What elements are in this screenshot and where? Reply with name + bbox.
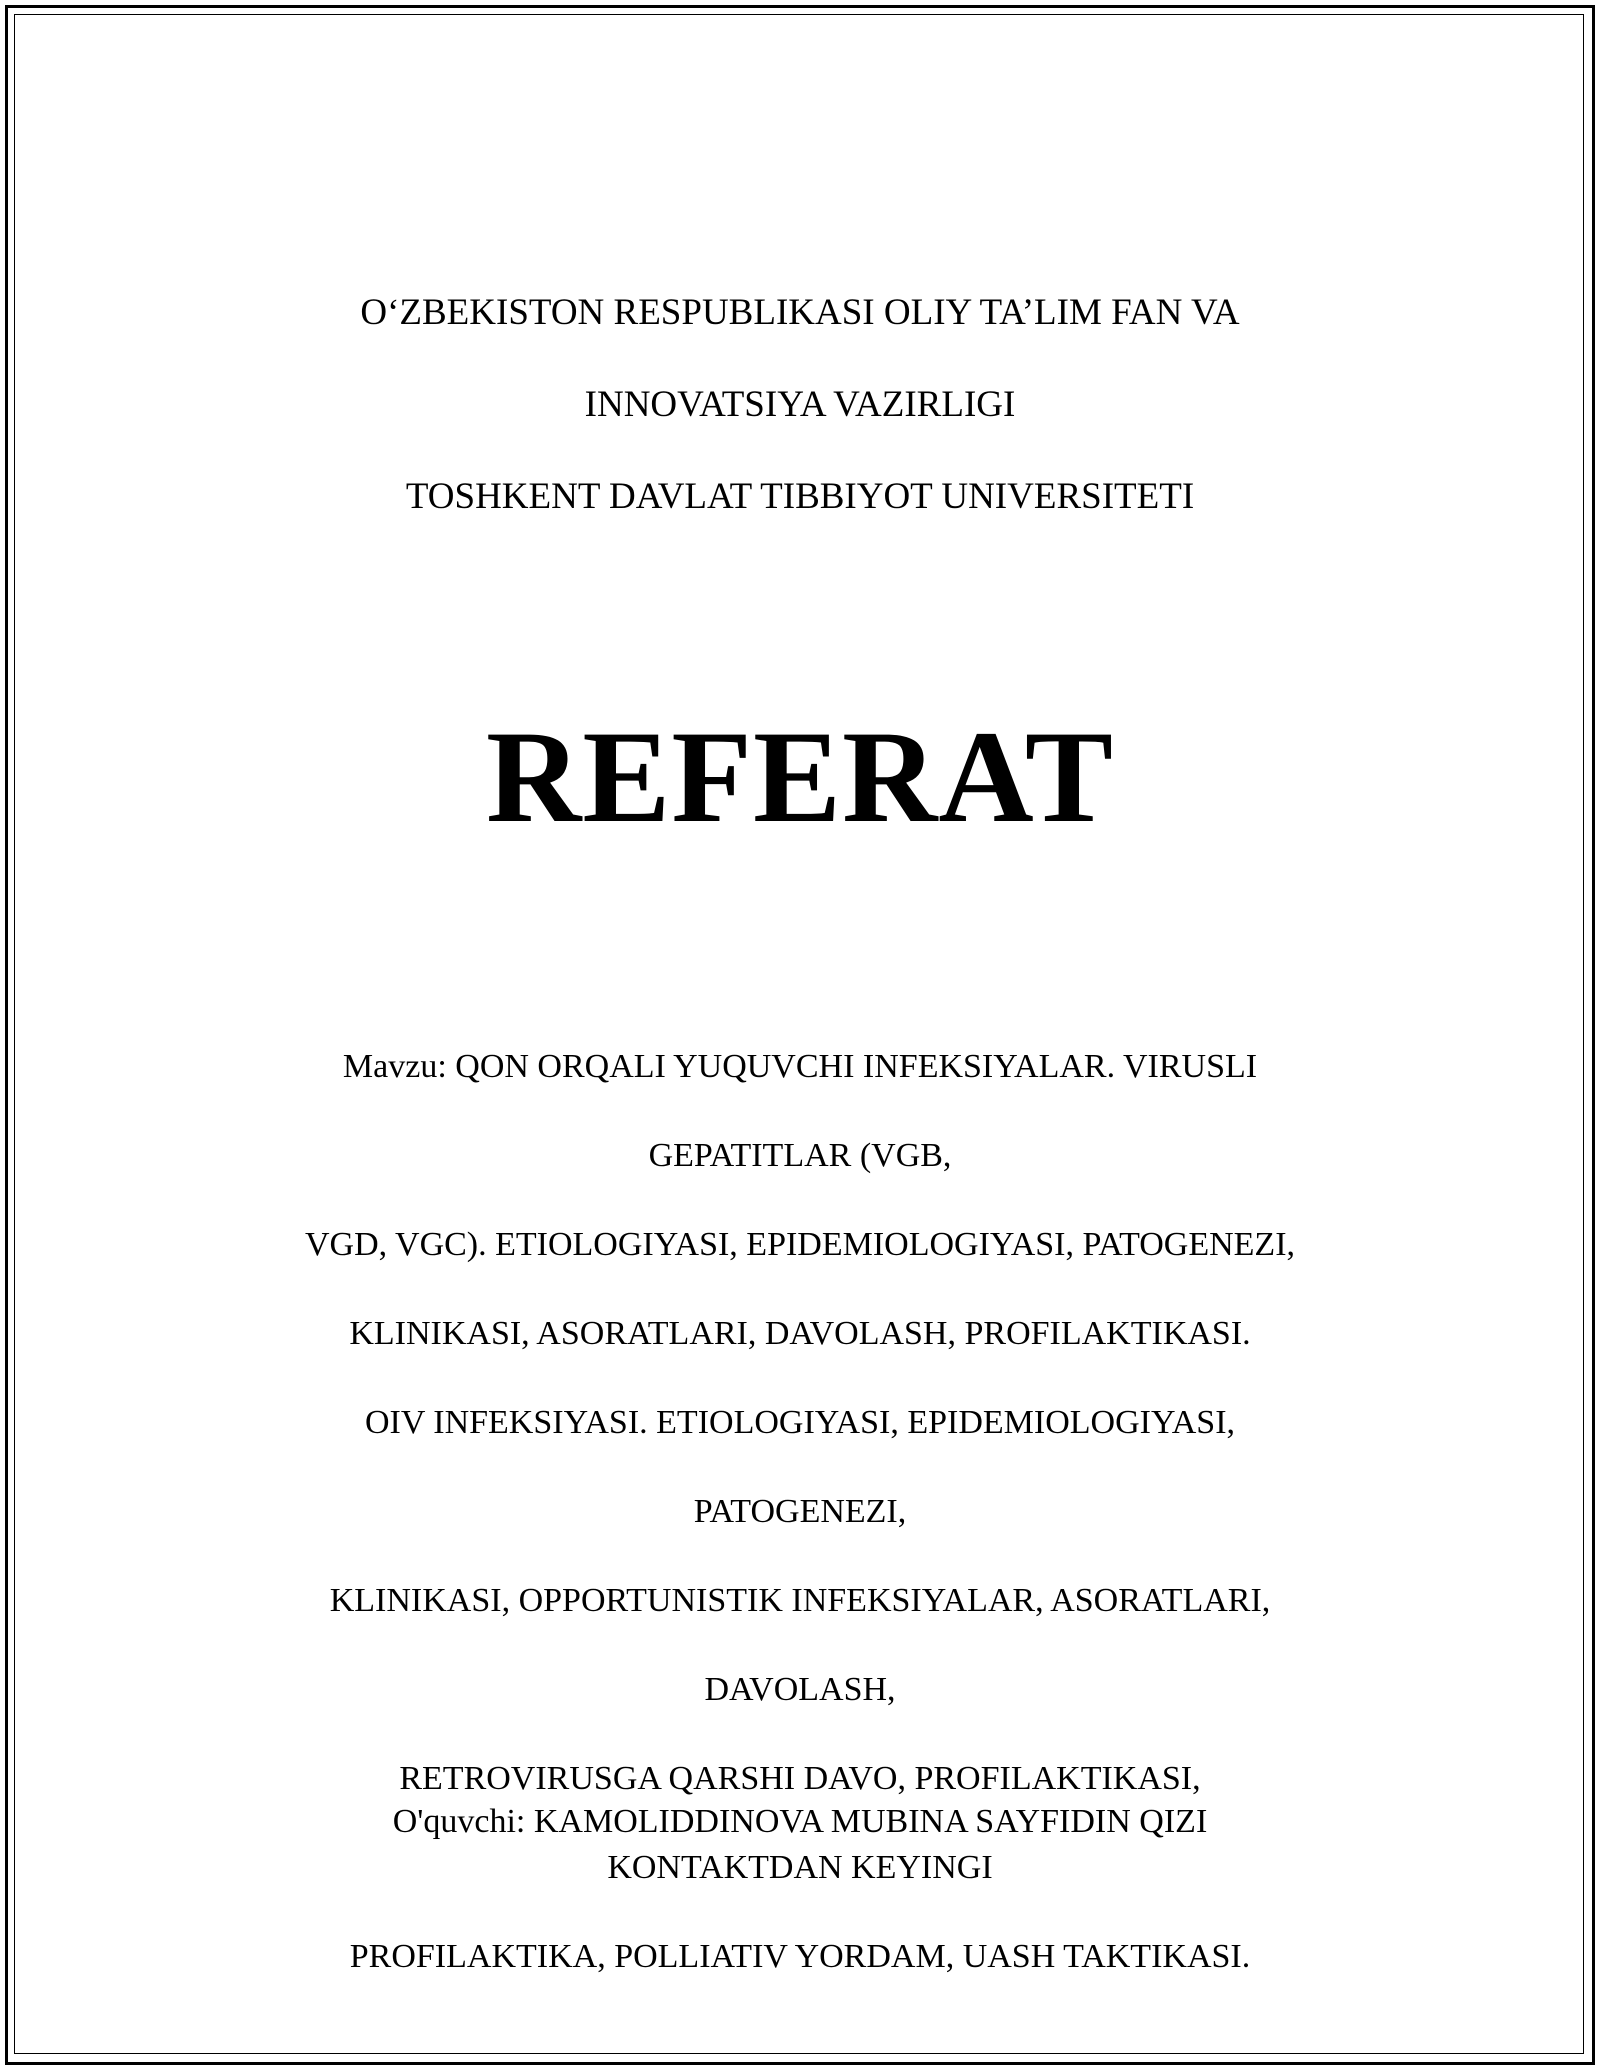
institution-header bbox=[0, 244, 1600, 566]
topic-line: OIV INFEKSIYASI. ETIOLOGIYASI, EPIDEMIOLOGIYASI, bbox=[364, 1403, 1236, 1441]
topic-line: KLINIKASI, OPPORTUNISTIK INFEKSIYALAR, ASORATLARI, bbox=[329, 1581, 1271, 1619]
topic-line: PATOGENEZI, bbox=[693, 1492, 907, 1530]
topic-line: VGD, VGC). ETIOLOGIYASI, EPIDEMIOLOGIYASI, PATOGENEZI, bbox=[304, 1225, 1296, 1263]
topic-line: KLINIKASI, ASORATLARI, DAVOLASH, PROFILAKTIKASI. bbox=[349, 1314, 1251, 1352]
topic-line: Mavzu: QON ORQALI YUQUVCHI INFEKSIYALAR. VIRUSLI bbox=[342, 1047, 1258, 1085]
header-line: TOSHKENT DAVLAT TIBBIYOT UNIVERSITETI bbox=[405, 476, 1195, 517]
topic-line: PROFILAKTIKA, POLLIATIV YORDAM, UASH TAKTIKASI. bbox=[349, 1937, 1251, 1975]
topic-line: KONTAKTDAN KEYINGI bbox=[607, 1848, 993, 1886]
header-line: INNOVATSIYA VAZIRLIGI bbox=[584, 384, 1016, 425]
topic-line: DAVOLASH, bbox=[704, 1670, 896, 1708]
topic-line: GEPATITLAR (VGB, bbox=[648, 1136, 952, 1174]
student-name: O'quvchi: KAMOLIDDINOVA MUBINA SAYFIDIN QIZI bbox=[392, 1803, 1208, 1840]
document-title: REFERAT bbox=[486, 703, 1114, 850]
topic-line: RETROVIRUSGA QARSHI DAVO, PROFILAKTIKASI, bbox=[399, 1759, 1201, 1797]
header-line: O‘ZBEKISTON RESPUBLIKASI OLIY TA’LIM FAN VA bbox=[360, 292, 1240, 333]
topic-block bbox=[0, 1000, 1600, 2024]
